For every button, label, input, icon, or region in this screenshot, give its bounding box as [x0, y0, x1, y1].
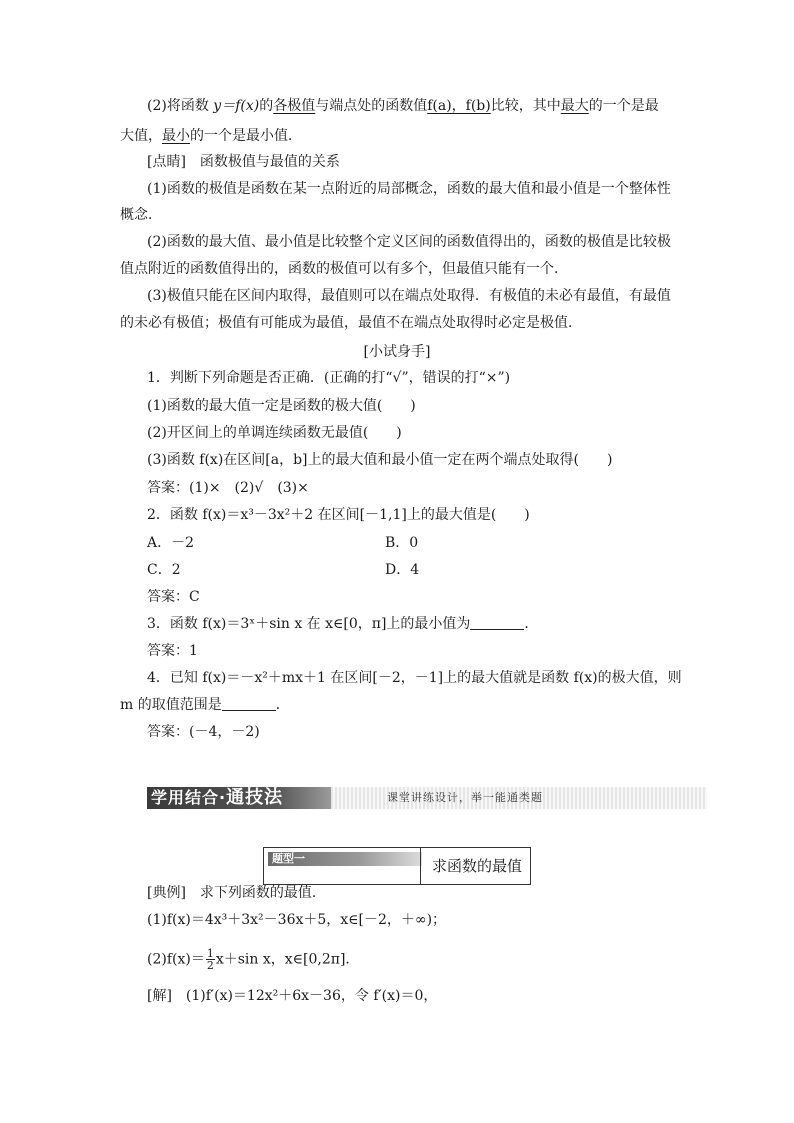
example-item-1: (1)f(x)＝4x³＋3x²－36x＋5，x∈[－2，＋∞)；: [147, 912, 447, 928]
answer-blank: [222, 696, 276, 711]
text-segment: ．: [524, 616, 539, 632]
answer-4: 答案：(－4，－2): [147, 724, 260, 740]
option-b: B．0: [385, 535, 419, 551]
option-a: A．－2: [147, 535, 195, 551]
underlined-term: f(a)，f(b): [427, 98, 491, 114]
question-1-item-3: (3)函数 f(x)在区间[a，b]上的最大值和最小值一定在两个端点处取得( ): [147, 452, 613, 468]
type-title: 求函数的最值: [432, 857, 523, 875]
text-segment: m 的取值范围是: [120, 697, 222, 713]
example-heading: [典例] 求下列函数的最值．: [147, 885, 326, 901]
underlined-term: 最大: [560, 98, 589, 114]
text-segment: 比较，其中: [490, 98, 561, 114]
practice-heading: [小试身手]: [363, 344, 431, 360]
option-c: C．2: [147, 562, 181, 578]
text-segment: 的一个是最: [588, 98, 659, 114]
option-d: D．4: [385, 562, 420, 578]
underlined-term: 最小: [162, 128, 190, 144]
dianjing-p3-line1: (3)极值只能在区间内取得，最值则可以在端点处取得．有极值的未必有最值，有最值: [147, 288, 671, 304]
text-segment: 与端点处的函数值: [315, 98, 428, 114]
dianjing-p1-line2: 概念．: [120, 207, 162, 223]
type-divider: [420, 848, 421, 884]
text-segment: (2)f(x)＝: [147, 951, 205, 968]
answer-3: 答案：1: [147, 643, 198, 659]
dianjing-p3-line2: 的未必有极值；极值有可能成为最值，最值不在端点处取得时必定是极值．: [120, 315, 582, 331]
question-1-item-1: (1)函数的最大值一定是函数的极大值( ): [147, 398, 416, 414]
solution-line: [解] (1)f′(x)＝12x²＋6x－36，令 f′(x)＝0，: [147, 988, 438, 1004]
dianjing-p2-line2: 值点附近的函数值得出的，函数的极值可以有多个，但最值只能有一个．: [120, 261, 568, 277]
intro-line-2: [120, 126, 302, 146]
dianjing-title: [点睛] 函数极值与最值的关系: [147, 154, 340, 170]
answer-1: 答案：(1)× (2)√ (3)×: [147, 480, 309, 496]
dianjing-p1-line1: (1)函数的极值是函数在某一点附近的局部概念，函数的最大值和最小值是一个整体性: [147, 181, 671, 197]
text-segment: 大值，: [120, 128, 162, 144]
dianjing-p2-line1: (2)函数的最大值、最小值是比较整个定义区间的函数值得出的，函数的极值是比较极: [147, 234, 671, 250]
fraction-denominator: 2: [206, 959, 214, 972]
question-4-line-2: [120, 695, 290, 715]
banner-title: [147, 787, 331, 809]
question-4-line-1: 4．已知 f(x)＝－x²＋mx＋1 在区间[－2，－1]上的最大值就是函数 f(x)的极大值，则: [147, 670, 682, 686]
function-expression: y＝f(x): [213, 98, 260, 114]
question-2: 2．函数 f(x)＝x³－3x²＋2 在区间[－1,1]上的最大值是( ): [147, 507, 530, 523]
answer-2: 答案：C: [147, 589, 200, 605]
banner-title-part: 学用结合·: [151, 788, 227, 807]
example-item-2: [147, 948, 359, 971]
question-1-item-2: (2)开区间上的单调连续函数无最值( ): [147, 425, 402, 441]
intro-line-1: [147, 96, 659, 116]
text-segment: x＋sin x，x∈[0,2π]．: [215, 951, 360, 968]
section-banner: [147, 787, 707, 809]
type-label: 题型一: [268, 852, 422, 866]
fraction: [206, 948, 215, 971]
banner-subtitle: 课堂讲练设计，举一能通类题: [387, 791, 543, 804]
question-3: [147, 614, 538, 634]
fraction-numerator: 1: [206, 947, 214, 960]
text-segment: 3．函数 f(x)＝3ˣ＋sin x 在 x∈[0，π]上的最小值为: [147, 616, 471, 632]
text-segment: 的一个是最小值．: [190, 128, 302, 144]
answer-blank: [470, 615, 524, 630]
underlined-term: 各极值: [273, 98, 316, 114]
text-segment: ．: [275, 697, 290, 713]
question-type-box: [263, 847, 531, 885]
text-segment: (2)将函数: [147, 98, 214, 114]
banner-title-bold: 通技法: [226, 787, 284, 808]
text-segment: 的: [259, 98, 274, 114]
question-1: 1．判断下列命题是否正确．(正确的打“√”，错误的打“×”): [147, 370, 511, 386]
